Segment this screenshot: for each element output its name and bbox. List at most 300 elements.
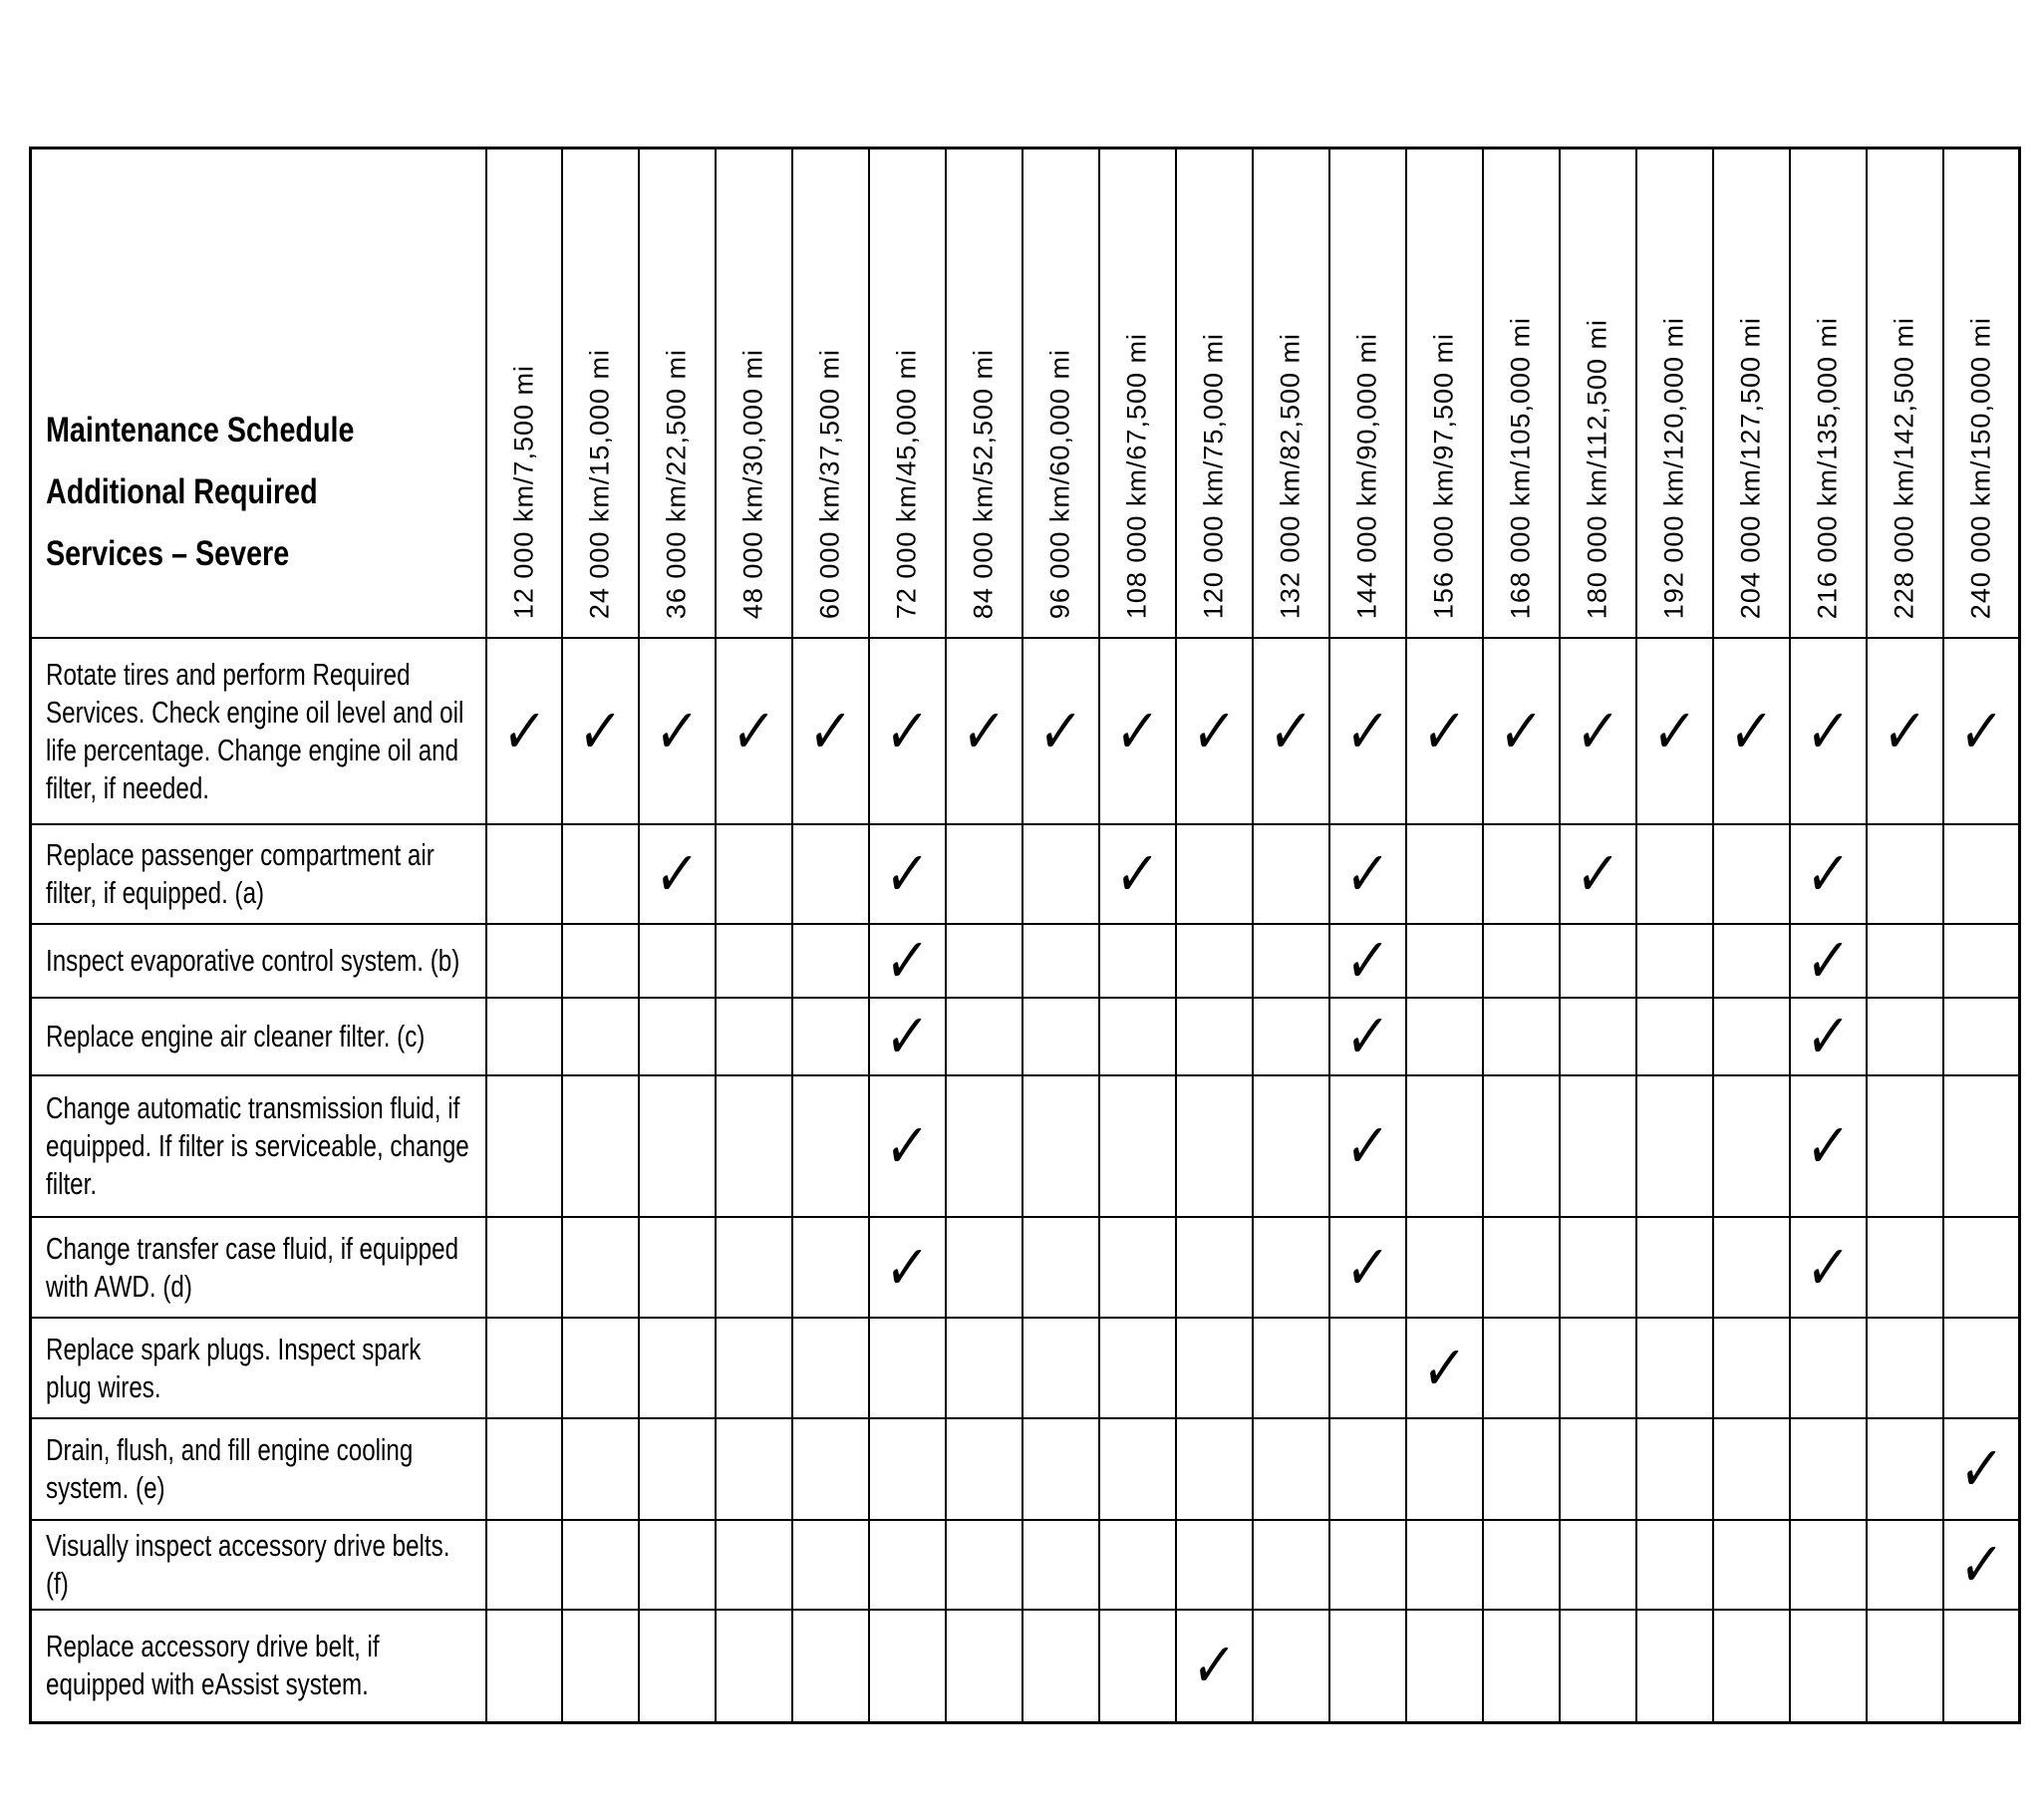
check-mark-icon: ✓ [1803,837,1853,910]
interval-cell [562,924,639,998]
service-description: Replace spark plugs. Inspect spark plug wires. [46,1331,422,1404]
interval-cell [946,824,1022,924]
interval-cell [869,1318,946,1418]
interval-label: 120 000 km/75,000 mi [1198,332,1229,619]
check-mark-icon: ✓ [882,837,932,910]
check-mark-icon: ✓ [1955,1432,2006,1505]
interval-header [946,149,1022,639]
service-description: Change transfer case fluid, if equipped with AWD. (d) [46,1230,459,1304]
interval-cell [1406,1318,1483,1418]
interval-cell [1636,998,1713,1075]
interval-cell [1329,1610,1406,1722]
interval-cell [1329,1418,1406,1520]
interval-cell [1713,1318,1790,1418]
check-mark-icon: ✓ [882,694,932,767]
interval-cell [486,1075,562,1217]
interval-cell [1636,824,1713,924]
interval-cell [639,924,716,998]
interval-cell [1943,824,2020,924]
interval-cell [1099,924,1176,998]
interval-cell [639,1418,716,1520]
interval-cell [1176,1418,1253,1520]
interval-cell [486,1418,562,1520]
interval-cell [716,824,792,924]
interval-cell [562,1610,639,1722]
interval-cell [1713,1610,1790,1722]
interval-cell [1099,824,1176,924]
interval-cell [1636,1520,1713,1610]
interval-cell [1253,1318,1329,1418]
interval-cell [1329,924,1406,998]
check-mark-icon: ✓ [1573,694,1622,767]
interval-header [1560,149,1636,639]
interval-cell [1329,638,1406,824]
interval-cell [1483,1610,1560,1722]
service-description-cell [31,1075,486,1217]
interval-cell [1560,638,1636,824]
check-mark-icon: ✓ [1419,1331,1469,1404]
interval-cell [639,1610,716,1722]
interval-cell [1253,924,1329,998]
service-row [31,638,2020,824]
interval-cell [1253,824,1329,924]
interval-cell [1713,1418,1790,1520]
interval-cell [639,1318,716,1418]
interval-cell [1099,998,1176,1075]
interval-cell [1099,1318,1176,1418]
check-mark-icon: ✓ [1803,694,1853,767]
interval-cell [1560,1217,1636,1318]
interval-cell [1329,824,1406,924]
interval-cell [1713,998,1790,1075]
interval-cell [562,1318,639,1418]
interval-cell [1253,998,1329,1075]
service-description: Change automatic transmission fluid, if equipped. If filter is serviceable, change filter. [46,1090,469,1201]
interval-cell [716,1520,792,1610]
interval-cell [486,824,562,924]
interval-cell [1176,1520,1253,1610]
interval-cell [792,1610,869,1722]
check-mark-icon: ✓ [959,694,1009,767]
interval-cell [1790,824,1867,924]
service-description-cell [31,1217,486,1318]
interval-cell [486,1318,562,1418]
interval-cell [946,998,1022,1075]
interval-cell [1636,1318,1713,1418]
interval-cell [1406,1418,1483,1520]
interval-cell [792,924,869,998]
interval-label: 240 000 km/150,000 mi [1965,316,1996,619]
interval-cell [946,1318,1022,1418]
title-line: Additional Required [46,472,318,511]
check-mark-icon: ✓ [882,1109,932,1182]
interval-cell [1329,998,1406,1075]
interval-cell [792,638,869,824]
interval-cell [1790,924,1867,998]
interval-cell [1636,638,1713,824]
interval-header [1253,149,1329,639]
check-mark-icon: ✓ [1342,924,1392,997]
check-mark-icon: ✓ [1266,694,1315,767]
interval-cell [1867,924,1943,998]
interval-cell [1560,1418,1636,1520]
interval-header [639,149,716,639]
interval-label: 216 000 km/135,000 mi [1812,316,1843,619]
check-mark-icon: ✓ [1342,1000,1392,1072]
interval-label: 84 000 km/52,500 mi [968,348,999,619]
service-description-cell [31,824,486,924]
interval-header [869,149,946,639]
interval-cell [562,998,639,1075]
interval-header [1867,149,1943,639]
interval-cell [869,924,946,998]
interval-cell [1176,1075,1253,1217]
service-description: Rotate tires and perform Required Services. Check engine oil level and oil life percentage. Change engine oil and filter, if needed. [46,656,464,805]
interval-cell [1099,1520,1176,1610]
interval-cell [1176,998,1253,1075]
interval-cell [1790,638,1867,824]
interval-cell [1790,1520,1867,1610]
interval-cell [869,1418,946,1520]
interval-cell [792,824,869,924]
interval-label: 72 000 km/45,000 mi [891,348,922,619]
interval-cell [562,1217,639,1318]
service-description-cell [31,1418,486,1520]
interval-cell [1713,824,1790,924]
interval-cell [1176,1610,1253,1722]
service-description: Replace engine air cleaner filter. (c) [46,1019,426,1053]
interval-cell [869,1520,946,1610]
check-mark-icon: ✓ [1342,1230,1392,1304]
interval-cell [562,1075,639,1217]
service-description-cell [31,1318,486,1418]
interval-cell [1867,1318,1943,1418]
check-mark-icon: ✓ [1649,694,1699,767]
check-mark-icon: ✓ [1803,1230,1853,1304]
interval-cell [1176,1318,1253,1418]
interval-cell [946,924,1022,998]
interval-cell [1329,1075,1406,1217]
check-mark-icon: ✓ [729,694,778,767]
interval-cell [792,1075,869,1217]
interval-label: 12 000 km/7,500 mi [508,364,538,619]
interval-cell [1253,1418,1329,1520]
interval-cell [1713,1520,1790,1610]
interval-cell [1636,1075,1713,1217]
interval-label: 156 000 km/97,500 mi [1428,332,1459,619]
check-mark-icon: ✓ [882,1230,932,1304]
interval-cell [716,638,792,824]
interval-cell [1636,1418,1713,1520]
interval-cell [1022,1217,1099,1318]
interval-cell [1406,998,1483,1075]
check-mark-icon: ✓ [1803,924,1853,997]
interval-cell [1022,998,1099,1075]
interval-cell [1176,924,1253,998]
check-mark-icon: ✓ [575,694,625,767]
interval-cell [869,1610,946,1722]
interval-cell [1636,1610,1713,1722]
interval-cell [1790,1418,1867,1520]
interval-header [1943,149,2020,639]
interval-header [562,149,639,639]
table-title [31,149,486,639]
interval-cell [1022,638,1099,824]
interval-label: 48 000 km/30,000 mi [737,348,768,619]
check-mark-icon: ✓ [1803,1109,1853,1182]
interval-cell [946,638,1022,824]
service-description-cell [31,1520,486,1610]
interval-cell [869,1217,946,1318]
interval-cell [1483,1418,1560,1520]
check-mark-icon: ✓ [1112,694,1162,767]
interval-cell [639,1075,716,1217]
interval-cell [1790,1318,1867,1418]
interval-cell [716,998,792,1075]
interval-cell [869,638,946,824]
interval-header [792,149,869,639]
interval-cell [639,824,716,924]
interval-header [1329,149,1406,639]
interval-cell [562,638,639,824]
interval-cell [1022,1520,1099,1610]
interval-cell [946,1217,1022,1318]
interval-cell [1022,1318,1099,1418]
interval-cell [869,998,946,1075]
interval-cell [486,998,562,1075]
interval-cell [1022,824,1099,924]
interval-cell [1099,638,1176,824]
service-row [31,1217,2020,1318]
interval-cell [1867,1075,1943,1217]
check-mark-icon: ✓ [1189,1629,1239,1702]
interval-cell [869,824,946,924]
interval-cell [1406,1217,1483,1318]
interval-header [1636,149,1713,639]
interval-cell [869,1075,946,1217]
interval-cell [1406,824,1483,924]
interval-cell [1022,1610,1099,1722]
interval-cell [1867,1217,1943,1318]
check-mark-icon: ✓ [498,694,549,767]
interval-cell [1943,638,2020,824]
interval-label: 132 000 km/82,500 mi [1275,332,1306,619]
interval-cell [1867,1520,1943,1610]
interval-cell [1099,1217,1176,1318]
service-description-cell [31,924,486,998]
interval-cell [716,1318,792,1418]
interval-cell [1406,1520,1483,1610]
interval-cell [1022,924,1099,998]
check-mark-icon: ✓ [652,837,702,910]
interval-cell [716,924,792,998]
interval-cell [1560,924,1636,998]
interval-cell [1329,1318,1406,1418]
interval-cell [1943,1610,2020,1722]
check-mark-icon: ✓ [882,1000,932,1072]
interval-header-row [31,149,2020,639]
interval-label: 192 000 km/120,000 mi [1658,316,1689,619]
interval-label: 180 000 km/112,500 mi [1582,318,1612,619]
interval-cell [1713,1217,1790,1318]
interval-cell [792,1418,869,1520]
interval-cell [1406,1075,1483,1217]
interval-cell [1329,1217,1406,1318]
interval-cell [1943,924,2020,998]
interval-header [716,149,792,639]
interval-cell [792,1217,869,1318]
interval-cell [1560,824,1636,924]
interval-cell [1099,1075,1176,1217]
interval-cell [1867,998,1943,1075]
interval-cell [946,1075,1022,1217]
interval-cell [946,1610,1022,1722]
interval-cell [1329,1520,1406,1610]
interval-label: 168 000 km/105,000 mi [1505,316,1536,619]
interval-cell [1943,1217,2020,1318]
interval-cell [1790,1217,1867,1318]
check-mark-icon: ✓ [1955,1528,2006,1601]
check-mark-icon: ✓ [1189,694,1239,767]
interval-header [1406,149,1483,639]
check-mark-icon: ✓ [1342,1109,1392,1182]
interval-label: 60 000 km/37,500 mi [814,348,845,619]
interval-cell [1560,1075,1636,1217]
interval-cell [1022,1075,1099,1217]
check-mark-icon: ✓ [1955,694,2006,767]
interval-header [1099,149,1176,639]
service-description-cell [31,998,486,1075]
interval-cell [1943,1418,2020,1520]
interval-cell [639,998,716,1075]
check-mark-icon: ✓ [1573,837,1622,910]
interval-cell [1176,824,1253,924]
service-description: Replace passenger compartment air filter, if equipped. (a) [46,837,435,910]
interval-cell [1790,1610,1867,1722]
interval-cell [1867,638,1943,824]
check-mark-icon: ✓ [1726,694,1776,767]
check-mark-icon: ✓ [1342,694,1392,767]
service-row [31,1610,2020,1722]
check-mark-icon: ✓ [1803,1000,1853,1072]
interval-header [1176,149,1253,639]
check-mark-icon: ✓ [1342,837,1392,910]
interval-cell [562,1520,639,1610]
interval-cell [1099,1418,1176,1520]
interval-cell [1176,1217,1253,1318]
interval-cell [1253,1610,1329,1722]
interval-cell [639,1520,716,1610]
service-description-cell [31,638,486,824]
interval-cell [1099,1610,1176,1722]
interval-cell [1943,1318,2020,1418]
service-row [31,1418,2020,1520]
interval-cell [1943,1075,2020,1217]
interval-cell [1867,1610,1943,1722]
check-mark-icon: ✓ [1035,694,1085,767]
interval-cell [1636,1217,1713,1318]
interval-cell [946,1418,1022,1520]
interval-label: 108 000 km/67,500 mi [1121,332,1152,619]
interval-label: 228 000 km/142,500 mi [1889,316,1919,619]
interval-cell [1406,638,1483,824]
service-row [31,998,2020,1075]
title-line: Services – Severe [46,534,290,573]
interval-cell [1483,1217,1560,1318]
interval-header [486,149,562,639]
interval-cell [792,1318,869,1418]
interval-label: 36 000 km/22,500 mi [661,348,692,619]
interval-cell [562,824,639,924]
interval-cell [1483,1318,1560,1418]
interval-cell [1713,924,1790,998]
interval-cell [946,1520,1022,1610]
interval-cell [1560,1610,1636,1722]
interval-cell [1253,1217,1329,1318]
interval-cell [486,924,562,998]
interval-cell [1406,924,1483,998]
interval-cell [1483,998,1560,1075]
interval-cell [486,1520,562,1610]
interval-header [1022,149,1099,639]
interval-cell [1253,638,1329,824]
interval-cell [1560,1520,1636,1610]
interval-cell [716,1075,792,1217]
interval-cell [716,1217,792,1318]
check-mark-icon: ✓ [882,924,932,997]
interval-cell [1176,638,1253,824]
interval-header [1790,149,1867,639]
check-mark-icon: ✓ [1112,837,1162,910]
interval-label: 24 000 km/15,000 mi [584,348,615,619]
interval-cell [562,1418,639,1520]
interval-header [1483,149,1560,639]
interval-cell [1406,1610,1483,1722]
interval-cell [1943,998,2020,1075]
interval-header [1713,149,1790,639]
interval-cell [1867,824,1943,924]
service-description: Visually inspect accessory drive belts. (f) [46,1528,450,1601]
interval-cell [1790,1075,1867,1217]
check-mark-icon: ✓ [652,694,702,767]
interval-cell [716,1610,792,1722]
interval-cell [486,1217,562,1318]
interval-cell [486,638,562,824]
interval-label: 144 000 km/90,000 mi [1351,332,1382,619]
interval-cell [639,638,716,824]
interval-cell [1867,1418,1943,1520]
interval-label: 204 000 km/127,500 mi [1735,316,1766,619]
service-description: Replace accessory drive belt, if equipped with eAssist system. [46,1629,380,1702]
interval-cell [486,1610,562,1722]
check-mark-icon: ✓ [1880,694,1929,767]
interval-cell [1790,998,1867,1075]
interval-cell [1560,998,1636,1075]
service-description: Inspect evaporative control system. (b) [46,943,460,978]
interval-label: 96 000 km/60,000 mi [1044,348,1075,619]
interval-cell [1560,1318,1636,1418]
service-row [31,1520,2020,1610]
interval-cell [1022,1418,1099,1520]
service-row [31,1075,2020,1217]
interval-cell [1636,924,1713,998]
check-mark-icon: ✓ [805,694,855,767]
interval-cell [1943,1520,2020,1610]
check-mark-icon: ✓ [1419,694,1469,767]
check-mark-icon: ✓ [1496,694,1546,767]
interval-cell [1713,1075,1790,1217]
interval-cell [1483,1075,1560,1217]
